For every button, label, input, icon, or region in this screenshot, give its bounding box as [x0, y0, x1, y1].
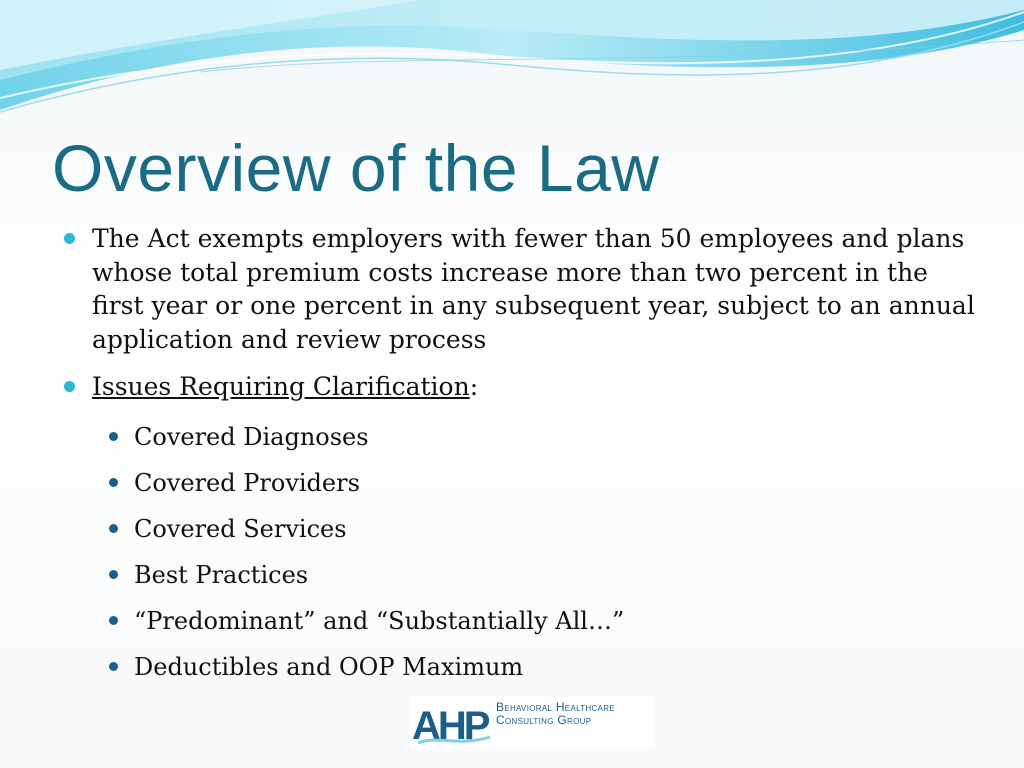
sub-bullet-dot-icon — [109, 478, 118, 487]
sub-bullet-item — [60, 506, 980, 552]
sub-bullet-dot-icon — [109, 524, 118, 533]
bullet-item-exemption — [60, 222, 980, 356]
sub-bullet-text: Covered Diagnoses — [134, 422, 369, 451]
sub-bullet-text: Covered Services — [134, 514, 347, 543]
logo-text — [496, 701, 615, 727]
svg-text:AHP: AHP — [412, 704, 488, 748]
bullet-dot-icon — [64, 381, 75, 392]
bullet-item-issues — [60, 370, 980, 404]
company-logo — [410, 697, 655, 749]
logo-mark-icon — [410, 697, 496, 749]
sub-bullet-item — [60, 414, 980, 460]
sub-bullet-text: Deductibles and OOP Maximum — [134, 652, 524, 681]
decorative-wave-header — [0, 0, 1024, 140]
issues-heading-colon: : — [469, 372, 479, 401]
sub-bullet-text: Best Practices — [134, 560, 309, 589]
bullet-list — [60, 222, 980, 690]
sub-bullet-item — [60, 598, 980, 644]
sub-bullet-item — [60, 552, 980, 598]
bullet-dot-icon — [64, 233, 75, 244]
sub-bullet-item — [60, 460, 980, 506]
logo-line-1: Behavioral Healthcare — [496, 700, 615, 714]
bullet-text: The Act exempts employers with fewer than 50 employees and plans whose total premium costs increase more than two percent in the first year or one percent in any subsequent year, subject to an annual application and review process — [92, 224, 975, 354]
sub-bullet-dot-icon — [109, 662, 118, 671]
sub-bullet-text: “Predominant” and “Substantially All…” — [134, 606, 625, 635]
logo-line-2: Consulting Group — [496, 713, 592, 727]
sub-bullet-dot-icon — [109, 616, 118, 625]
sub-bullet-dot-icon — [109, 432, 118, 441]
slide-title: Overview of the Law — [52, 131, 660, 205]
sub-bullet-item — [60, 644, 980, 690]
sub-bullet-text: Covered Providers — [134, 468, 360, 497]
issues-heading: Issues Requiring Clarification — [92, 372, 470, 401]
sub-bullet-dot-icon — [109, 570, 118, 579]
